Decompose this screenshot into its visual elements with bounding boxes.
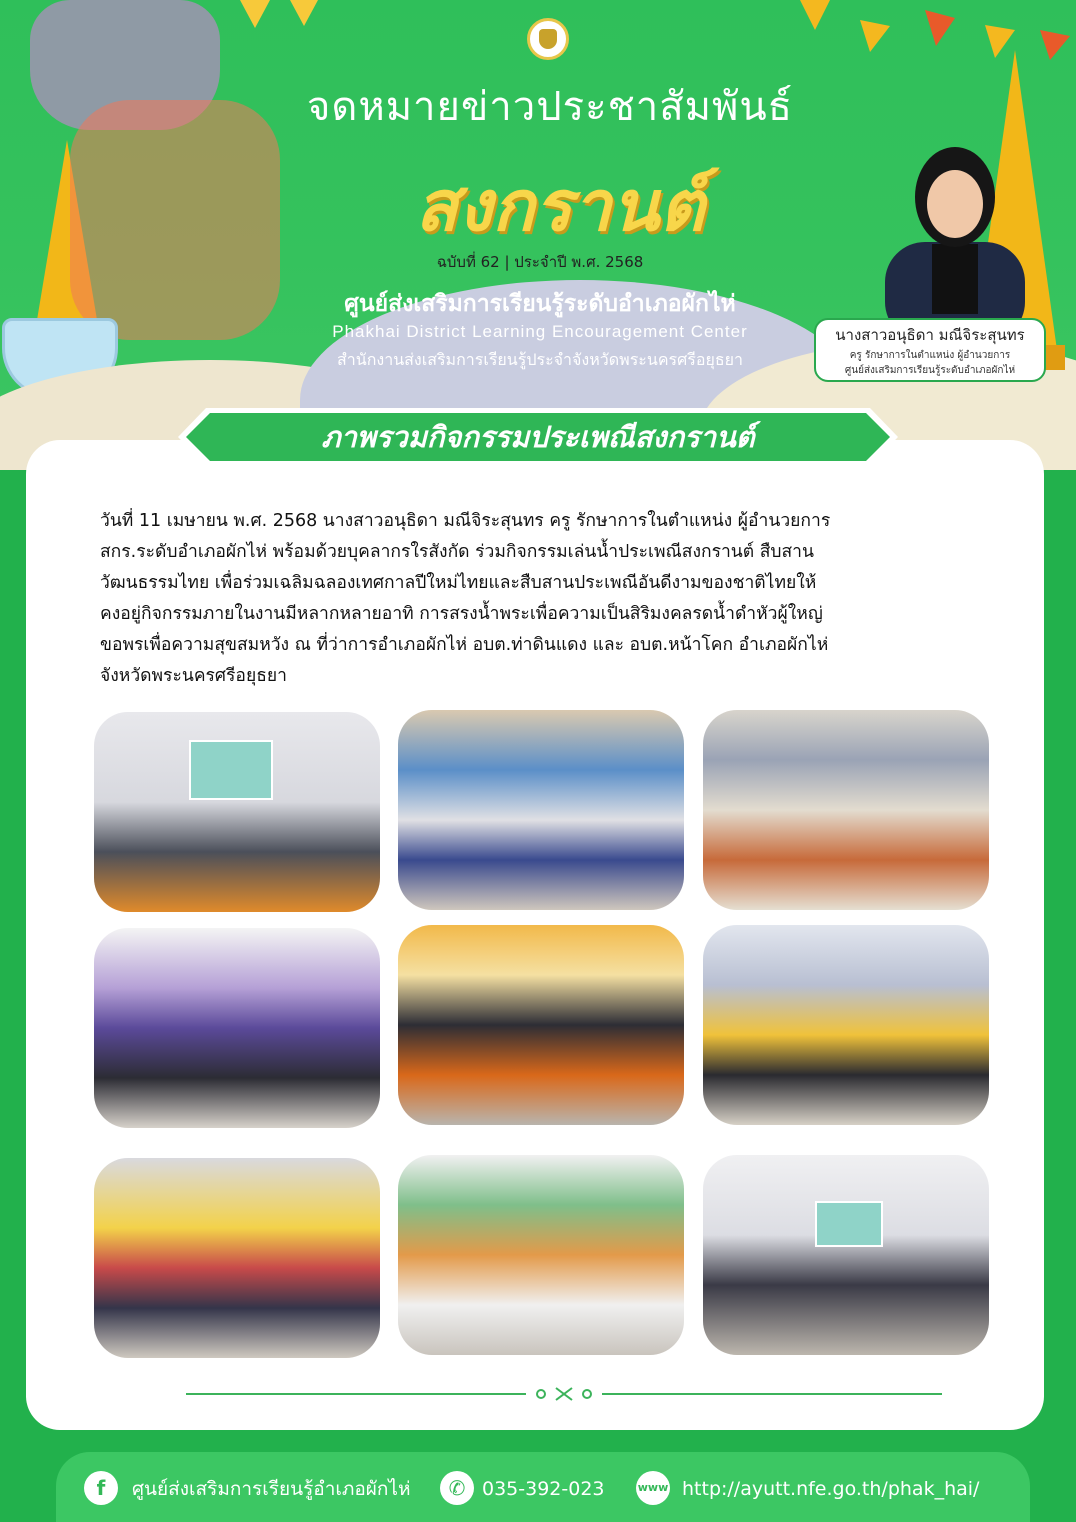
children-illustration (70, 100, 280, 340)
activity-photo (703, 1155, 989, 1355)
issue-info: ฉบับที่ 62 | ประจำปี พ.ศ. 2568 (436, 253, 644, 271)
center-name-en: Phakhai District Learning Encouragement Center (332, 322, 748, 341)
description-line: วันที่ 11 เมษายน พ.ศ. 2568 นางสาวอนุธิดา มณีจิระสุนทร ครู รักษาการในตำแหน่ง ผู้อำนวยการ (100, 511, 831, 531)
phone-number[interactable]: 035-392-023 (482, 1478, 605, 1500)
activity-description (100, 506, 960, 692)
newsletter-header (0, 0, 1076, 470)
activity-photo (703, 925, 989, 1125)
director-role-1: ครู รักษาการในตำแหน่ง ผู้อำนวยการ (849, 350, 1011, 361)
director-portrait (870, 132, 1040, 332)
center-name-th: ศูนย์ส่งเสริมการเรียนรู้ระดับอำเภอผักไห่ (344, 291, 736, 317)
www-icon: www (636, 1471, 670, 1505)
description-line: จังหวัดพระนครศรีอยุธยา (100, 666, 287, 686)
section-banner-title: ภาพรวมกิจกรรมประเพณีสงกรานต์ (321, 420, 755, 454)
director-role-2: ศูนย์ส่งเสริมการเรียนรู้ระดับอำเภอผักไห่ (844, 365, 1016, 376)
facebook-page-link[interactable]: ศูนย์ส่งเสริมการเรียนรู้อำเภอผักไห่ (132, 1478, 411, 1500)
ornamental-divider (186, 1387, 942, 1401)
activity-photo (94, 928, 380, 1128)
director-name-card (814, 318, 1046, 382)
description-line: สกร.ระดับอำเภอผักไห่ พร้อมด้วยบุคลากรใรสังกัด ร่วมกิจกรรมเล่นน้ำประเพณีสงกรานต์ สืบสาน (100, 542, 814, 562)
facebook-icon: f (84, 1471, 118, 1505)
activity-photo (94, 1158, 380, 1358)
newsletter-title: จดหมายข่าวประชาสัมพันธ์ (306, 84, 794, 130)
description-line: ขอพรเพื่อความสุขสมหวัง ณ ที่ว่าการอำเภอผักไห่ อบต.ท่าดินแดง และ อบต.หน้าโคก อำเภอผักไห่ (100, 635, 829, 655)
description-line: วัฒนธรรมไทย เพื่อร่วมเฉลิมฉลองเทศกาลปีใหม่ไทยและสืบสานประเพณีอันดีงามของชาติไทยให้ (100, 573, 817, 593)
activity-photo (398, 710, 684, 910)
office-name-th: สำนักงานส่งเสริมการเรียนรู้ประจำจังหวัดพระนครศรีอยุธยา (337, 350, 743, 369)
songkran-script-title: สงกรานต์ (415, 164, 705, 247)
description-line: คงอยู่กิจกรรมภายในงานมีหลากหลายอาทิ การสรงน้ำพระเพื่อความเป็นสิริมงคลรดน้ำดำหัวผู้ใหญ่ (100, 604, 823, 624)
phone-icon: ✆ (440, 1471, 474, 1505)
activity-photo (94, 712, 380, 912)
activity-photo (398, 925, 684, 1125)
agency-logo (527, 18, 569, 60)
website-link[interactable]: http://ayutt.nfe.go.th/phak_hai/ (682, 1478, 980, 1500)
director-name: นางสาวอนุธิดา มณีจิระสุนทร (835, 326, 1025, 344)
activity-photo (703, 710, 989, 910)
activity-photo (398, 1155, 684, 1355)
